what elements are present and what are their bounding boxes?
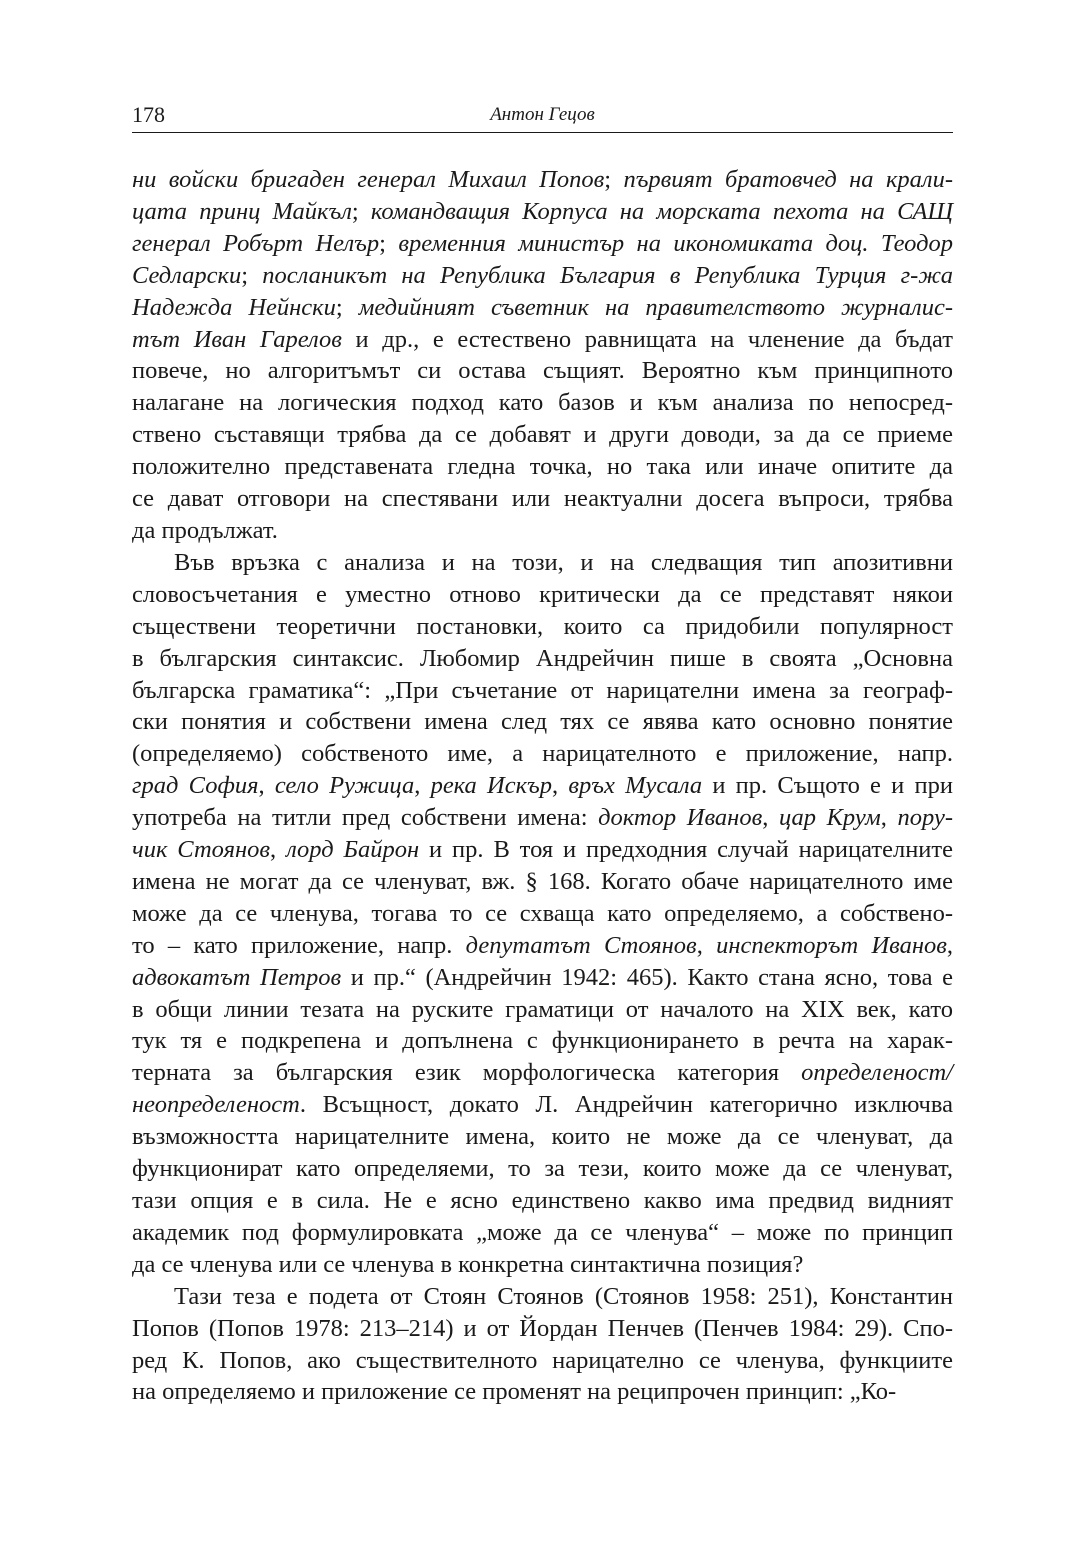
italic-text: медийният съветник на правителството журналис- bbox=[358, 293, 953, 321]
italic-text: цар Крум bbox=[778, 804, 881, 832]
text-run: ствено съставящи трябва да се добавят и други доводи, за да се приеме bbox=[132, 421, 953, 449]
text-run: Във връзка с анализа и на този, и на следващия тип апозитивни bbox=[174, 548, 953, 576]
text-line bbox=[132, 579, 953, 611]
text-run: и пр. Същото е и при bbox=[702, 772, 953, 800]
text-line bbox=[132, 451, 953, 483]
italic-text: връх Мусала bbox=[568, 772, 703, 800]
text-run: ; bbox=[379, 229, 399, 257]
italic-text: град София bbox=[132, 772, 259, 800]
running-head: Антон Гецов bbox=[490, 104, 595, 125]
text-run: терната за българския език морфологическа категория bbox=[132, 1059, 802, 1087]
text-line bbox=[132, 1089, 953, 1121]
text-line bbox=[132, 1153, 953, 1185]
text-run: и др., е естествено равнищата на членение да бъдат bbox=[341, 325, 953, 353]
paragraph bbox=[132, 1281, 953, 1409]
paragraph bbox=[132, 164, 953, 547]
text-run: Попов (Попов 1978: 213–214) и от Йордан Пенчев (Пенчев 1984: 29). Спо- bbox=[132, 1314, 953, 1342]
italic-text: тът Иван Гарелов bbox=[132, 325, 342, 353]
text-line bbox=[132, 1217, 953, 1249]
text-line bbox=[132, 706, 953, 738]
text-line bbox=[132, 164, 953, 196]
text-line bbox=[132, 1057, 953, 1089]
italic-text: ни войски бригаден генерал Михаил Попов bbox=[132, 166, 605, 193]
italic-text: село Ружица bbox=[274, 772, 415, 800]
text-run: , bbox=[696, 931, 717, 959]
text-run: то – като приложение, напр. bbox=[132, 931, 466, 959]
text-run: ; bbox=[351, 197, 371, 225]
text-run: ; bbox=[241, 261, 263, 289]
text-line bbox=[132, 962, 953, 994]
text-run: повече, но алгоритъмът си остава същият. Вероятно към принципното bbox=[132, 357, 953, 385]
italic-text: река Искър bbox=[430, 772, 553, 800]
italic-text: лорд Байрон bbox=[286, 836, 420, 864]
text-run: , bbox=[270, 836, 287, 864]
text-run: и пр.“ (Андрейчин 1942: 465). Както стана ясно, това е bbox=[341, 963, 953, 991]
text-run: налагане на логическия подход като базов и към анализа по непосред- bbox=[132, 389, 953, 417]
text-run: функционират като определяеми, то за тези, които може да се членуват, bbox=[132, 1155, 953, 1183]
italic-text: посланикът на Република България в Република Турция г-жа bbox=[262, 261, 954, 289]
text-line bbox=[132, 1345, 953, 1377]
italic-text: чик Стоянов bbox=[132, 836, 271, 864]
text-line bbox=[132, 419, 953, 451]
text-line bbox=[132, 260, 953, 292]
text-run: , bbox=[946, 931, 954, 959]
italic-text: определеност/ bbox=[801, 1059, 953, 1087]
italic-text: инспекторът Иванов bbox=[716, 931, 947, 959]
text-run: ; bbox=[604, 166, 624, 193]
italic-text: генерал Робърт Нелър bbox=[132, 229, 380, 257]
text-line bbox=[132, 292, 953, 324]
body-text bbox=[132, 164, 953, 1408]
text-line bbox=[132, 1185, 953, 1217]
text-run: българска граматика“: „При съчетание от нарицателни имена за географ- bbox=[132, 676, 953, 704]
page-header bbox=[132, 102, 953, 133]
text-line bbox=[132, 324, 953, 356]
text-run: Тази теза е подета от Стоян Стоянов (Стоянов 1958: 251), Константин bbox=[174, 1282, 953, 1310]
text-line bbox=[132, 643, 953, 675]
text-line bbox=[132, 898, 953, 930]
text-run: в общи линии тезата на руските граматици от началото на XIX век, като bbox=[132, 995, 953, 1023]
text-run: ски понятия и собствени имена след тях се явява като основно понятие bbox=[132, 708, 953, 736]
italic-text: неопределеност bbox=[132, 1091, 300, 1119]
italic-text: цата принц Майкъл bbox=[132, 197, 352, 225]
text-line bbox=[132, 1249, 953, 1281]
text-line bbox=[132, 738, 953, 770]
text-line bbox=[132, 994, 953, 1026]
text-run: на определяемо и приложение се променят на реципрочен принцип: „Ко- bbox=[132, 1378, 897, 1406]
text-run: употреба на титли пред собствени имена: bbox=[132, 804, 599, 832]
text-run: да се членува или се членува в конкретна синтактична позиция? bbox=[132, 1250, 804, 1278]
text-run: се дават отговори на спестявани или неактуални досега въпроси, трябва bbox=[132, 485, 953, 513]
text-line bbox=[132, 1121, 953, 1153]
text-run: съществени теоретични постановки, които са придобили популярност bbox=[132, 612, 953, 640]
text-run: да продължат. bbox=[132, 516, 278, 544]
italic-text: временния министър на икономиката доц. Теодор bbox=[398, 229, 954, 257]
text-line bbox=[132, 770, 953, 802]
text-run: и пр. В тоя и предходния случай нарицателните bbox=[419, 836, 953, 864]
italic-text: командващия Корпуса на морската пехота на САЩ bbox=[370, 197, 954, 225]
text-run: академик под формулировката „може да се членува“ – може по принцип bbox=[132, 1218, 953, 1246]
italic-text: доктор Иванов bbox=[598, 804, 763, 832]
text-run: . Всъщност, докато Л. Андрейчин категорично изключва bbox=[299, 1091, 953, 1119]
text-line bbox=[132, 834, 953, 866]
text-run: възможността нарицателните имена, които не може да се членуват, да bbox=[132, 1123, 953, 1151]
text-line bbox=[132, 675, 953, 707]
text-run: словосъчетания е уместно отново критически да се представят някои bbox=[132, 580, 953, 608]
italic-text: пору- bbox=[897, 804, 953, 832]
text-line bbox=[132, 1376, 953, 1408]
text-line bbox=[132, 483, 953, 515]
text-run: тук тя е подкрепена и допълнена с функционирането в речта на харак- bbox=[132, 1027, 953, 1055]
text-run: , bbox=[414, 772, 431, 800]
text-run: може да се членува, тогава то се схваща като определяемо, а собствено- bbox=[132, 899, 953, 927]
text-line bbox=[132, 547, 953, 579]
italic-text: депутатът Стоянов bbox=[465, 931, 697, 959]
text-run: имена не могат да се членуват, вж. § 168. Когато обаче нарицателното име bbox=[132, 867, 953, 895]
text-line bbox=[132, 196, 953, 228]
text-line bbox=[132, 355, 953, 387]
paragraph bbox=[132, 547, 953, 1281]
page-number: 178 bbox=[132, 102, 165, 127]
text-line bbox=[132, 515, 953, 547]
text-line bbox=[132, 1025, 953, 1057]
text-line bbox=[132, 228, 953, 260]
text-run: тази опция е в сила. Не е ясно единствено какво има предвид видният bbox=[132, 1187, 953, 1214]
text-run: , bbox=[880, 804, 898, 832]
text-run: , bbox=[258, 772, 275, 800]
italic-text: адвокатът Петров bbox=[132, 963, 342, 991]
text-run: , bbox=[762, 804, 779, 832]
text-line bbox=[132, 387, 953, 419]
text-line bbox=[132, 611, 953, 643]
text-line bbox=[132, 1281, 953, 1313]
text-line bbox=[132, 866, 953, 898]
text-run: положително представената гледна точка, но така или иначе опитите да bbox=[132, 453, 953, 481]
italic-text: първият братовчед на крали- bbox=[623, 166, 953, 193]
text-run: ; bbox=[335, 293, 359, 321]
text-line bbox=[132, 930, 953, 962]
text-run: ред К. Попов, ако съществителното нарицателно се членува, функциите bbox=[132, 1346, 953, 1374]
italic-text: Седларски bbox=[132, 261, 242, 289]
text-run: в българския синтаксис. Любомир Андрейчин пише в своята „Основна bbox=[132, 644, 953, 672]
text-run: , bbox=[552, 772, 569, 800]
text-line bbox=[132, 1313, 953, 1345]
text-line bbox=[132, 802, 953, 834]
text-run: (определяемо) собственото име, а нарицателното е приложение, напр. bbox=[132, 740, 953, 768]
italic-text: Надежда Нейнски bbox=[132, 293, 336, 321]
